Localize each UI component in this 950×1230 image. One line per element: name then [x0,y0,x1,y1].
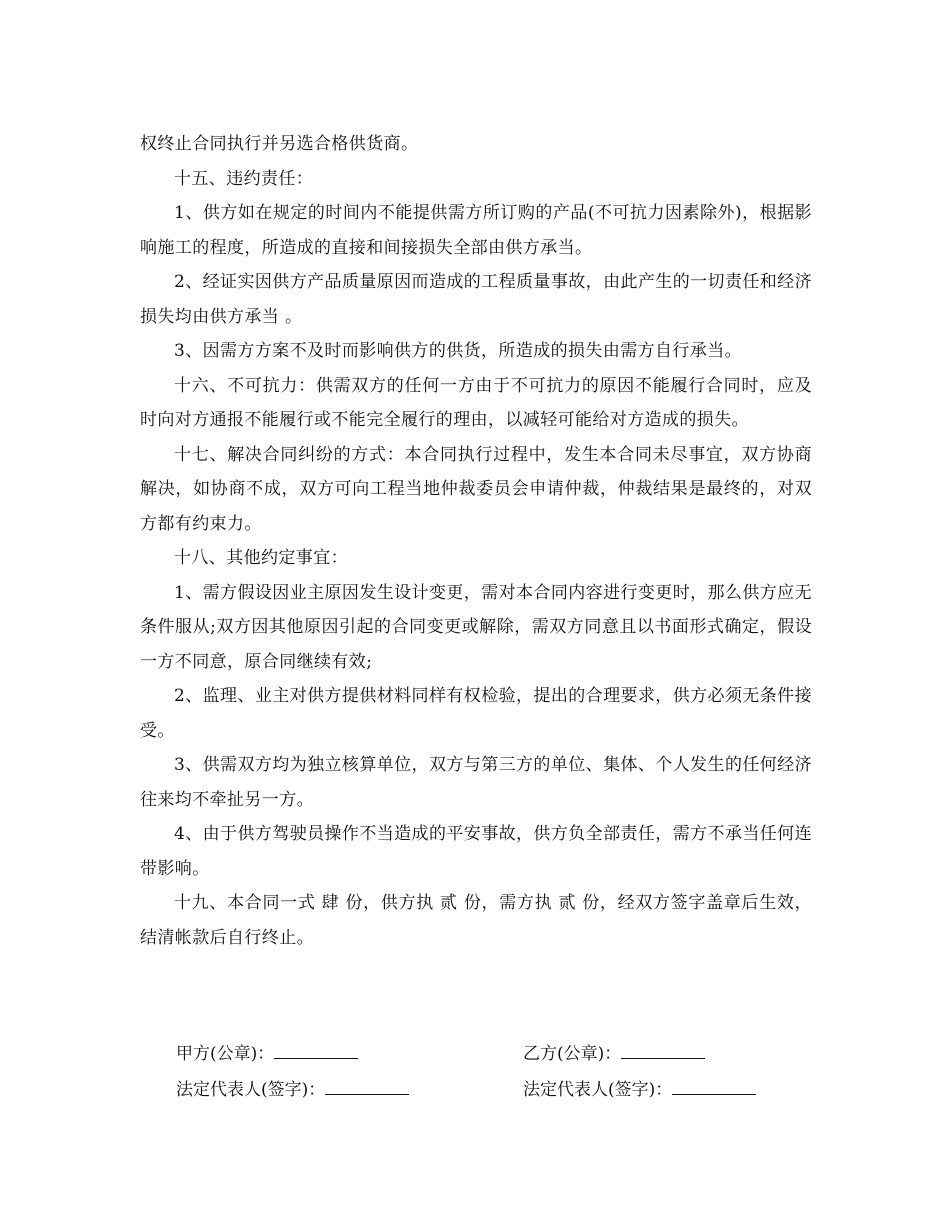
paragraph: 3、供需双方均为独立核算单位，双方与第三方的单位、集体、个人发生的任何经济往来均不牵扯另一方。 [140,755,812,810]
paragraph: 1、供方如在规定的时间内不能提供需方所订购的产品(不可抗力因素除外)，根据影响施工的程度，所造成的直接和间接损失全部由供方承当。 [140,203,812,258]
party-a-rep-label: 法定代表人(签字)： [176,1080,326,1100]
paragraph: 十七、解决合同纠纷的方式：本合同执行过程中，发生本合同未尽事宜，双方协商解决，如协商不成，双方可向工程当地仲裁委员会申请仲裁，仲裁结果是最终的，对双方都有约束力。 [140,444,812,534]
paragraph: 2、监理、业主对供方提供材料同样有权检验，提出的合理要求，供方必须无条件接受。 [140,686,812,741]
party-b-seal [523,1037,705,1071]
party-b-rep-label: 法定代表人(签字)： [523,1080,673,1100]
party-a-seal [176,1037,358,1071]
party-b-rep-blank[interactable] [672,1076,756,1095]
paragraph: 2、经证实因供方产品质量原因而造成的工程质量事故，由此产生的一切责任和经济损失均由供方承当 。 [140,272,812,327]
section-heading: 十八、其他约定事宜： [174,548,348,568]
party-a-rep-blank[interactable] [325,1076,409,1095]
party-a-representative [176,1073,409,1107]
party-a-seal-label: 甲方(公章)： [176,1044,275,1064]
party-b-seal-label: 乙方(公章)： [523,1044,622,1064]
party-b-seal-blank[interactable] [621,1040,705,1059]
section-heading: 十五、违约责任： [174,168,314,189]
party-a-seal-blank[interactable] [274,1040,358,1059]
contract-body [140,127,812,955]
party-b-representative [523,1073,756,1107]
paragraph: 十六、不可抗力：供需双方的任何一方由于不可抗力的原因不能履行合同时，应及时向对方通报不能履行或不能完全履行的理由，以减轻可能给对方造成的损失。 [140,375,812,430]
paragraph: 权终止合同执行并另选合格供货商。 [140,134,419,154]
paragraph: 1、需方假设因业主原因发生设计变更，需对本合同内容进行变更时，那么供方应无条件服从;双方因其他原因引起的合同变更或解除，需双方同意且以书面形式确定，假设一方不同意，原合同继续有效; [140,582,812,672]
paragraph: 4、由于供方驾驶员操作不当造成的平安事故，供方负全部责任，需方不承当任何连带影响。 [140,824,812,879]
paragraph: 3、因需方方案不及时而影响供方的供货，所造成的损失由需方自行承当。 [174,341,743,361]
paragraph: 十九、本合同一式 肆 份，供方执 贰 份，需方执 贰 份，经双方签字盖章后生效，结清帐款后自行终止。 [140,893,812,948]
